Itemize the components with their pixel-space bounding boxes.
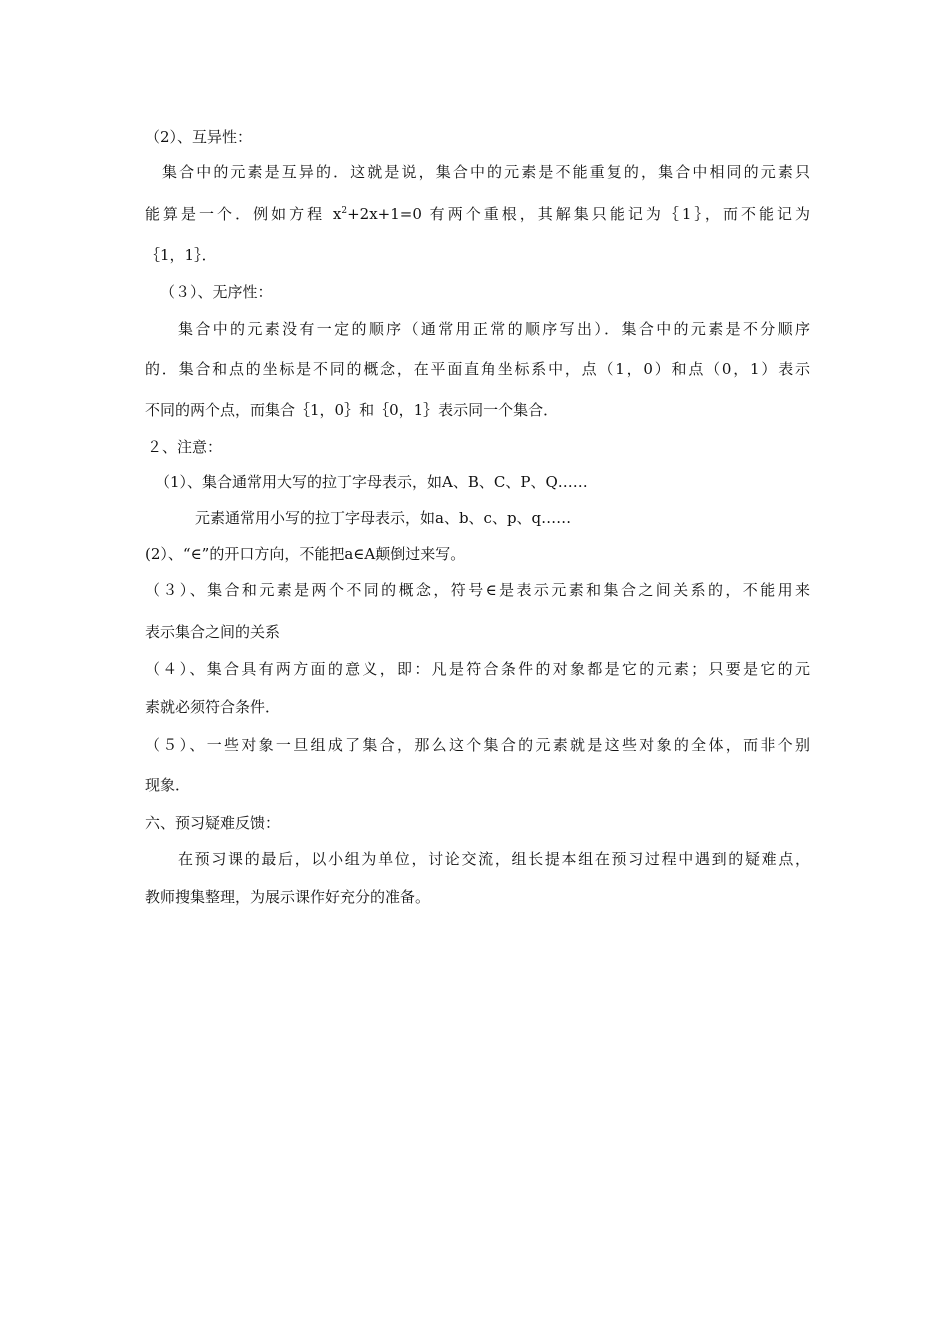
- heading-notes: ２、注意：: [147, 438, 223, 456]
- note-4-line-1: （４）、集合具有两方面的意义，即：凡是符合条件的对象都是它的元素；只要是它的元: [145, 660, 810, 678]
- equation-text-a: 能算是一个．例如方程 x: [145, 205, 342, 223]
- paragraph-line-equation: [145, 204, 810, 224]
- heading-unordered: （３）、无序性：: [160, 283, 273, 301]
- paragraph-line: 的．集合和点的坐标是不同的概念，在平面直角坐标系中，点（1，0）和点（0，1）表示: [145, 360, 810, 378]
- note-2: (2）、“∈”的开口方向，不能把a∈A颠倒过来写。: [145, 545, 466, 563]
- paragraph-line: 在预习课的最后，以小组为单位，讨论交流，组长提本组在预习过程中遇到的疑难点，: [178, 850, 810, 868]
- note-1-line-2: 元素通常用小写的拉丁字母表示，如a、b、c、p、q……: [195, 509, 572, 527]
- paragraph-line: 集合中的元素是互异的．这就是说，集合中的元素是不能重复的，集合中相同的元素只: [162, 163, 810, 181]
- equation-text-b: +2x+1=0 有两个重根，其解集只能记为｛1｝，而不能记为: [347, 205, 810, 223]
- note-4-line-2: 素就必须符合条件．: [145, 698, 281, 716]
- equation-exponent: 2: [341, 206, 348, 216]
- heading-mutual-difference: （2）、互异性：: [145, 128, 253, 146]
- note-5-line-2: 现象．: [145, 776, 191, 794]
- heading-feedback: 六、预习疑难反馈：: [145, 814, 281, 832]
- note-3-line-1: （３）、集合和元素是两个不同的概念，符号∈是表示元素和集合之间关系的，不能用来: [145, 581, 810, 599]
- paragraph-line: 不同的两个点，而集合｛1，0｝和｛0，1｝表示同一个集合．: [145, 401, 559, 419]
- note-5-line-1: （５）、一些对象一旦组成了集合，那么这个集合的元素就是这些对象的全体，而非个别: [145, 736, 810, 754]
- note-1-line-1: （1）、集合通常用大写的拉丁字母表示，如A、B、C、P、Q……: [155, 473, 588, 491]
- paragraph-line: 教师搜集整理，为展示课作好充分的准备。: [145, 888, 431, 906]
- paragraph-line: 集合中的元素没有一定的顺序（通常用正常的顺序写出）．集合中的元素是不分顺序: [178, 320, 810, 338]
- paragraph-line: ｛1，1｝．: [145, 246, 217, 264]
- note-3-line-2: 表示集合之间的关系: [145, 623, 281, 641]
